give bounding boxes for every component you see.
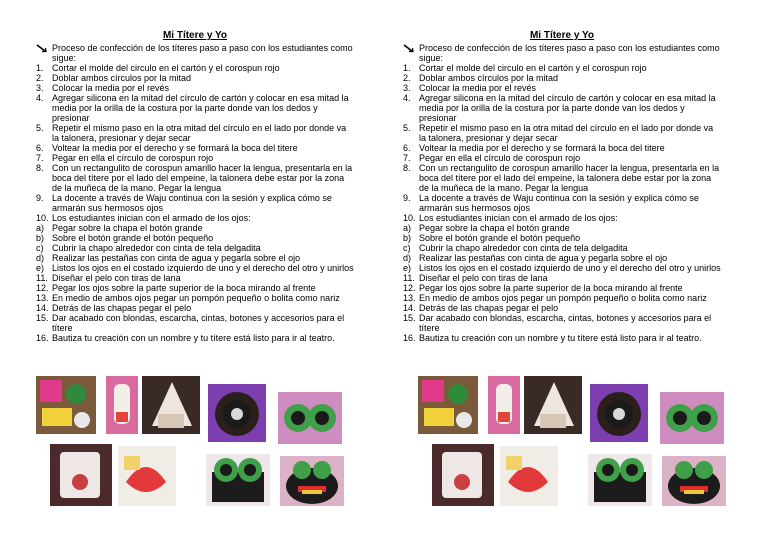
list-item: e) Listos los ojos en el costado izquierdo de uno y el derecho del otro y unirlos xyxy=(403,263,721,273)
photo-sock-roll xyxy=(106,376,138,434)
list-item: 15. Dar acabado con blondas, escarcha, cintas, botones y accesorios para el títere xyxy=(36,313,345,333)
list-item: 16. Bautiza tu creación con un nombre y tu títere está listo para ir al teatro. xyxy=(36,333,335,343)
photo-eyes-pair xyxy=(278,392,342,444)
list-item: d) Realizar las pestañas con cinta de agua y pegarla sobre el ojo xyxy=(403,253,668,263)
list-item: 12. Pegar los ojos sobre la parte superior de la boca mirando al frente xyxy=(403,283,683,293)
photo-materials xyxy=(36,376,96,434)
photo-finished-puppet xyxy=(280,456,344,506)
list-item: d) Realizar las pestañas con cinta de agua y pegarla sobre el ojo xyxy=(36,253,301,263)
photo-finished-puppet xyxy=(662,456,726,506)
intro-text: Proceso de confección de los títeres paso a paso con los estudiantes como sigue: xyxy=(52,43,353,63)
list-item: 5. Repetir el mismo paso en la otra mitad del círculo en el lado por donde va la talonera, presionar y dejar secar xyxy=(36,123,347,143)
list-item: 12. Pegar los ojos sobre la parte superior de la boca mirando al frente xyxy=(36,283,316,293)
list-item: c) Cubrir la chapo alrededor con cinta de tela delgadita xyxy=(36,243,261,253)
list-item: 14. Detrás de las chapas pegar el pelo xyxy=(36,303,192,313)
steps-list xyxy=(36,63,354,343)
left-column xyxy=(36,30,354,343)
list-item: 8. Con un rectangulito de corospun amarillo hacer la lengua, presentarla en la boca del títere por el lado del empeine, la talonera debe estar por la zona de la muñeca de la mano. Pegar la lengua xyxy=(36,163,353,193)
list-item: 4. Agregar silicona en la mitad del círculo de cartón y colocar en esa mitad la media por la orilla de la costura por la parte donde van los dedos y presionar xyxy=(36,93,349,123)
list-item: b) Sobre el botón grande el botón pequeño xyxy=(403,233,581,243)
list-item: b) Sobre el botón grande el botón pequeño xyxy=(36,233,214,243)
page-title: Mi Títere y Yo xyxy=(162,30,228,41)
list-item: e) Listos los ojos en el costado izquierdo de uno y el derecho del otro y unirlos xyxy=(36,263,354,273)
photo-eyes-pair xyxy=(660,392,724,444)
list-item: 15. Dar acabado con blondas, escarcha, cintas, botones y accesorios para el títere xyxy=(403,313,712,333)
intro-paragraph xyxy=(36,43,354,63)
list-item: 10. Los estudiantes inician con el armado de los ojos: xyxy=(403,213,618,223)
list-item: 11. Diseñar el pelo con tiras de lana xyxy=(403,273,548,283)
list-item: 3. Colocar la media por el revés xyxy=(403,83,537,93)
list-item: a) Pegar sobre la chapa el botón grande xyxy=(403,223,570,233)
list-item: 3. Colocar la media por el revés xyxy=(36,83,170,93)
list-item: 7. Pegar en ella el círculo de corospun rojo xyxy=(36,153,214,163)
photo-gallery-left xyxy=(36,376,354,506)
list-item: 1. Cortar el molde del circulo en el cartón y el corospun rojo xyxy=(403,63,647,73)
photo-cone-sock xyxy=(142,376,200,434)
list-item: 13. En medio de ambos ojos pegar un pompón pequeño o bolita como nariz xyxy=(36,293,340,303)
photo-red-mouth xyxy=(118,446,176,506)
right-column xyxy=(403,30,721,343)
list-item: 9. La docente a través de Waju continua con la sesión y explica cómo se armarán sus hermosos ojos xyxy=(403,193,699,213)
list-item: 1. Cortar el molde del circulo en el cartón y el corospun rojo xyxy=(36,63,280,73)
list-item: 6. Voltear la media por el derecho y se formará la boca del titere xyxy=(36,143,298,153)
photo-eye-purple xyxy=(208,384,266,442)
page-title: Mi Títere y Yo xyxy=(529,30,595,41)
photo-hair-eyes xyxy=(206,454,270,506)
photo-sock-cut xyxy=(432,444,494,506)
list-item: 10. Los estudiantes inician con el armado de los ojos: xyxy=(36,213,251,223)
photo-cone-sock xyxy=(524,376,582,434)
list-item: 6. Voltear la media por el derecho y se formará la boca del titere xyxy=(403,143,665,153)
photo-sock-cut xyxy=(50,444,112,506)
list-item: 9. La docente a través de Waju continua con la sesión y explica cómo se armarán sus hermosos ojos xyxy=(36,193,332,213)
list-item: a) Pegar sobre la chapa el botón grande xyxy=(36,223,203,233)
checkmark-arrow-icon xyxy=(403,44,415,53)
list-item: 2. Doblar ambos círculos por la mitad xyxy=(36,73,192,83)
photo-sock-roll xyxy=(488,376,520,434)
list-item: 11. Diseñar el pelo con tiras de lana xyxy=(36,273,181,283)
photo-hair-eyes xyxy=(588,454,652,506)
steps-list xyxy=(403,63,721,343)
photo-materials xyxy=(418,376,478,434)
list-item: 7. Pegar en ella el círculo de corospun rojo xyxy=(403,153,581,163)
list-item: 2. Doblar ambos círculos por la mitad xyxy=(403,73,559,83)
list-item: c) Cubrir la chapo alrededor con cinta de tela delgadita xyxy=(403,243,628,253)
checkmark-arrow-icon xyxy=(36,44,48,53)
photo-gallery-right xyxy=(418,376,736,506)
list-item: 13. En medio de ambos ojos pegar un pompón pequeño o bolita como nariz xyxy=(403,293,707,303)
intro-paragraph xyxy=(403,43,721,63)
list-item: 16. Bautiza tu creación con un nombre y tu títere está listo para ir al teatro. xyxy=(403,333,702,343)
list-item: 4. Agregar silicona en la mitad del círculo de cartón y colocar en esa mitad la media por la orilla de la costura por la parte donde van los dedos y presionar xyxy=(403,93,716,123)
intro-text: Proceso de confección de los títeres paso a paso con los estudiantes como sigue: xyxy=(419,43,720,63)
list-item: 5. Repetir el mismo paso en la otra mitad del círculo en el lado por donde va la talonera, presionar y dejar secar xyxy=(403,123,714,143)
photo-red-mouth xyxy=(500,446,558,506)
photo-eye-purple xyxy=(590,384,648,442)
list-item: 14. Detrás de las chapas pegar el pelo xyxy=(403,303,559,313)
list-item: 8. Con un rectangulito de corospun amarillo hacer la lengua, presentarla en la boca del títere por el lado del empeine, la talonera debe estar por la zona de la muñeca de la mano. Pegar la lengua xyxy=(403,163,720,193)
